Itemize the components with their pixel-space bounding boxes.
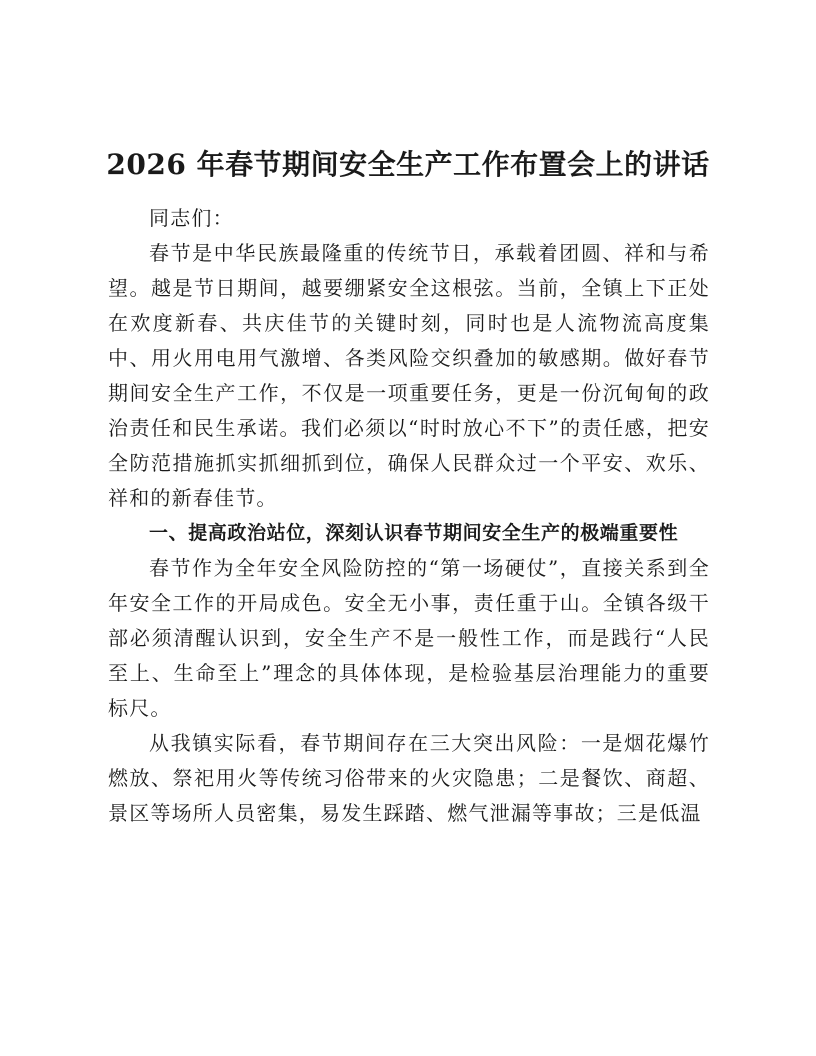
document-title: 2026 年春节期间安全生产工作布置会上的讲话	[106, 148, 710, 181]
intro-paragraph: 春节是中华民族最隆重的传统节日，承载着团圆、祥和与希望。越是节日期间，越要绷紧安全这根弦。当前，全镇上下正处在欢度新春、共庆佳节的关键时刻，同时也是人流物流高度集中、用火用电用气激增、各类风险交织叠加的敏感期。做好春节期间安全生产工作，不仅是一项重要任务，更是一份沉甸甸的政治责任和民生承诺。我们必须以“时时放心不下”的责任感，把安全防范措施抓实抓细抓到位，确保人民群众过一个平安、欢乐、祥和的新春佳节。	[108, 241, 710, 510]
salutation: 同志们：	[149, 206, 234, 230]
document-body	[108, 201, 710, 831]
section-heading: 一、提高政治站位，深刻认识春节期间安全生产的极端重要性	[149, 522, 679, 544]
section-paragraph: 从我镇实际看，春节期间存在三大突出风险：一是烟花爆竹燃放、祭祀用火等传统习俗带来的火灾隐患；二是餐饮、商超、景区等场所人员密集，易发生踩踏、燃气泄漏等事故；三是低温	[108, 731, 710, 825]
section-paragraph: 春节作为全年安全风险防控的“第一场硬仗”，直接关系到全年安全工作的开局成色。安全无小事，责任重于山。全镇各级干部必须清醒认识到，安全生产不是一般性工作，而是践行“人民至上、生命至上”理念的具体体现，是检验基层治理能力的重要标尺。	[108, 556, 710, 720]
